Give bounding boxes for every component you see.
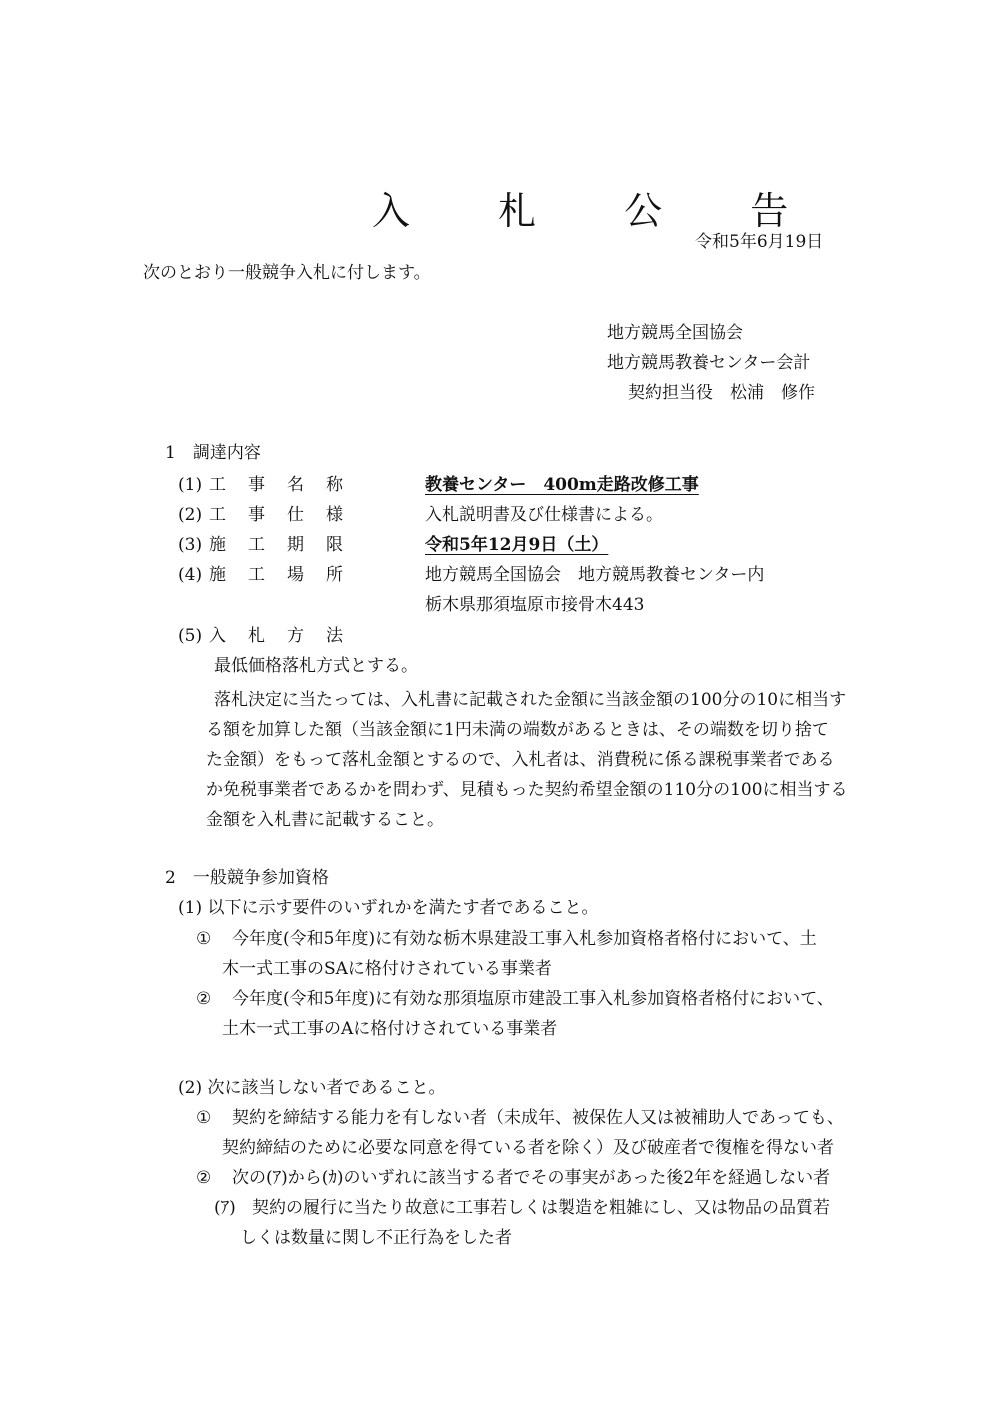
- section1-heading: 1 調達内容: [165, 443, 261, 463]
- item-line: 木一式工事のSAに格付けされている事業者: [222, 959, 552, 979]
- item-line: 契約を締結する能力を有しない者（未成年、被保佐人又は被補助人であっても、: [232, 1108, 844, 1128]
- issuer-org: 地方競馬全国協会: [607, 323, 743, 343]
- item-num: (4): [178, 565, 203, 585]
- item-num: (1): [178, 475, 203, 495]
- subitem-line: しくは数量に関し不正行為をした者: [240, 1228, 512, 1248]
- subitem-line: 契約の履行に当たり故意に工事若しくは製造を粗雑にし、又は物品の品質若: [252, 1198, 830, 1218]
- item-mark: ①: [196, 929, 212, 949]
- page-title: 入 札 公 告: [372, 189, 827, 233]
- issuer-center: 地方競馬教養センター会計: [607, 353, 811, 373]
- item-line: 今年度(令和5年度)に有効な那須塩原市建設工事入札参加資格者格付において、: [232, 989, 834, 1009]
- item-mark: ②: [196, 1168, 212, 1188]
- method-paragraph-line: る額を加算した額（当該金額に1円未満の端数があるときは、その端数を切り捨て: [206, 720, 829, 740]
- item-line: 契約締結のために必要な同意を得ている者を除く）及び破産者で復権を得ない者: [222, 1138, 834, 1158]
- item-mark: ②: [196, 989, 212, 1009]
- method-paragraph: [206, 685, 866, 835]
- project-name: 教養センター 400m走路改修工事: [425, 475, 699, 495]
- item-label: 施工場所: [209, 565, 365, 585]
- item-line: 次の(ｱ)から(ｶ)のいずれに該当する者でその事実があった後2年を経過しない者: [232, 1168, 831, 1188]
- item-line: 今年度(令和5年度)に有効な栃木県建設工事入札参加資格者格付において、土: [232, 929, 817, 949]
- section2-heading: 2 一般競争参加資格: [165, 868, 329, 888]
- item-num: (5): [178, 626, 203, 646]
- item-num: (3): [178, 535, 203, 555]
- issuer-officer: 契約担当役 松浦 修作: [628, 383, 815, 403]
- method-paragraph-line: 金額を入札書に記載すること。: [206, 810, 444, 830]
- item-value: 入札説明書及び仕様書による。: [425, 505, 663, 525]
- notice-date: 令和5年6月19日: [695, 232, 824, 252]
- method-paragraph-line: た金額）をもって落札金額とするので、入札者は、消費税に係る課税事業者である: [206, 750, 835, 770]
- sub2-text: (2) 次に該当しない者であること。: [178, 1078, 446, 1098]
- item-value-address: 栃木県那須塩原市接骨木443: [425, 595, 645, 615]
- item-mark: ①: [196, 1108, 212, 1128]
- intro-text: 次のとおり一般競争入札に付します。: [143, 263, 431, 283]
- item-num: (2): [178, 505, 203, 525]
- deadline-value: 令和5年12月9日（土）: [425, 535, 609, 555]
- item-label: 工事仕様: [209, 505, 365, 525]
- item-label: 工事名称: [209, 475, 365, 495]
- item-value: 地方競馬全国協会 地方競馬教養センター内: [425, 565, 765, 585]
- method-line: 最低価格落札方式とする。: [214, 656, 418, 676]
- method-paragraph-line: か免税事業者であるかを問わず、見積もった契約希望金額の110分の100に相当する: [206, 780, 848, 800]
- item-label: 施工期限: [209, 535, 365, 555]
- item-line: 土木一式工事のAに格付けされている事業者: [222, 1019, 558, 1039]
- subitem-mark: (ｱ): [214, 1198, 236, 1218]
- item-label: 入札方法: [209, 626, 365, 646]
- method-paragraph-line: 落札決定に当たっては、入札書に記載された金額に当該金額の100分の10に相当す: [214, 690, 847, 710]
- sub1-text: (1) 以下に示す要件のいずれかを満たす者であること。: [178, 898, 599, 918]
